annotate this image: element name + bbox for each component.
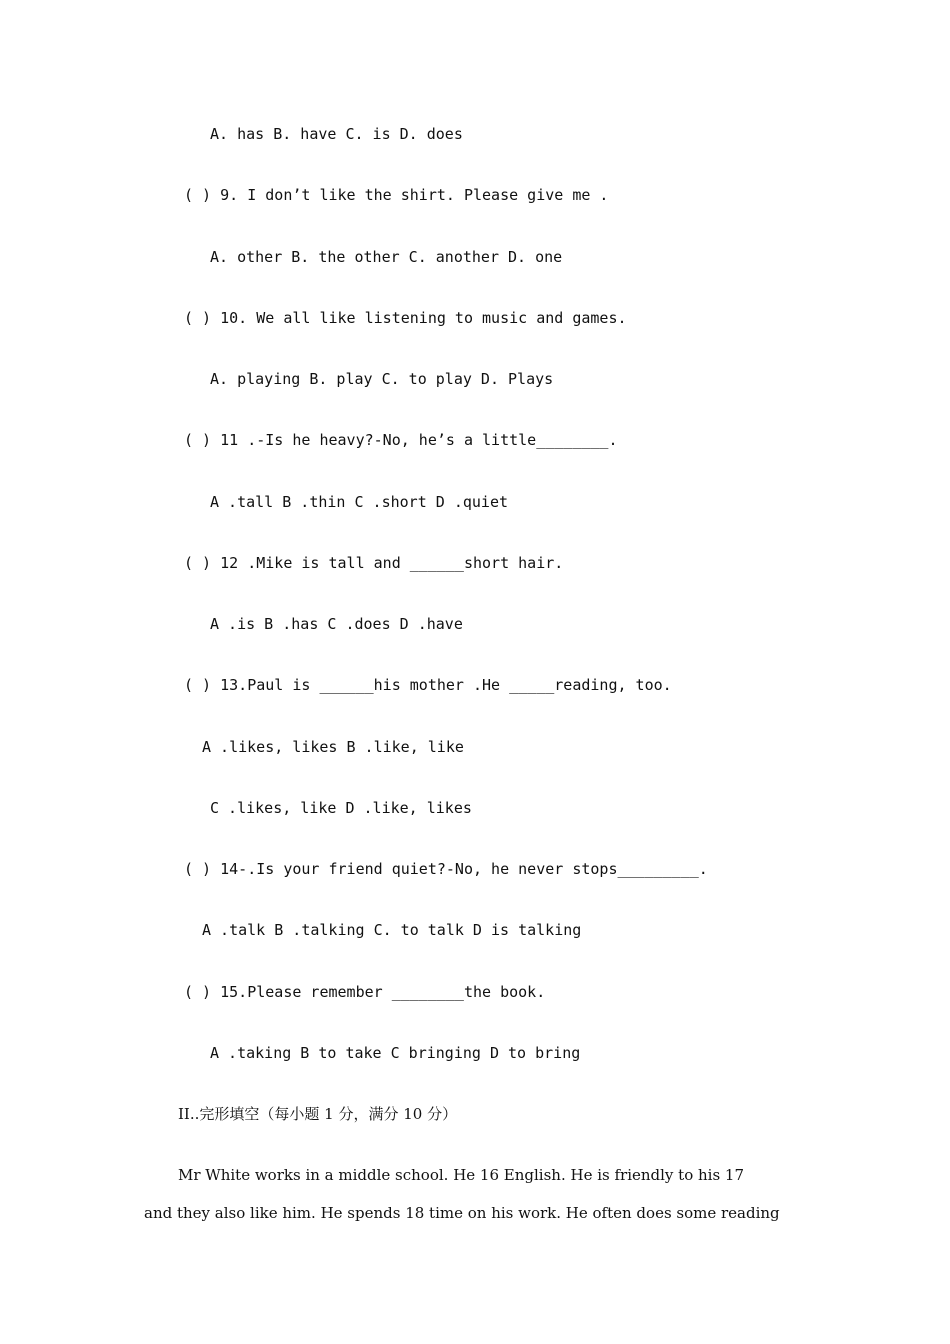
cloze-paragraph-line-1: Mr White works in a middle school. He 16 English. He is friendly to his 17	[178, 1166, 745, 1184]
q9-options: A. other B. the other C. another D. one	[210, 248, 563, 266]
q13-options-cd: C .likes, like D .like, likes	[210, 799, 472, 817]
q13-options-ab: A .likes, likes B .like, like	[202, 738, 464, 756]
q11-options: A .tall B .thin C .short D .quiet	[210, 493, 509, 511]
q15-options: A .taking B to take C bringing D to bring	[210, 1044, 581, 1062]
question-12: ( ) 12 .Mike is tall and ______short hair.	[184, 554, 564, 572]
question-10: ( ) 10. We all like listening to music and games.	[184, 309, 627, 327]
cloze-paragraph-line-2: and they also like him. He spends 18 time on his work. He often does some reading	[144, 1204, 780, 1222]
question-9: ( ) 9. I don’t like the shirt. Please give me .	[184, 186, 609, 204]
question-14: ( ) 14-.Is your friend quiet?-No, he never stops_________.	[184, 860, 708, 878]
question-13: ( ) 13.Paul is ______his mother .He _____reading, too.	[184, 676, 672, 694]
question-15: ( ) 15.Please remember ________the book.	[184, 983, 546, 1001]
q8-options: A. has B. have C. is D. does	[210, 125, 463, 143]
q12-options: A .is B .has C .does D .have	[210, 615, 463, 633]
q10-options: A. playing B. play C. to play D. Plays	[210, 370, 554, 388]
section-heading-cloze: II..完形填空（每小题 1 分，满分 10 分）	[178, 1105, 458, 1123]
q14-options: A .talk B .talking C. to talk D is talking	[202, 921, 582, 939]
question-11: ( ) 11 .-Is he heavy?-No, he’s a little________.	[184, 431, 618, 449]
